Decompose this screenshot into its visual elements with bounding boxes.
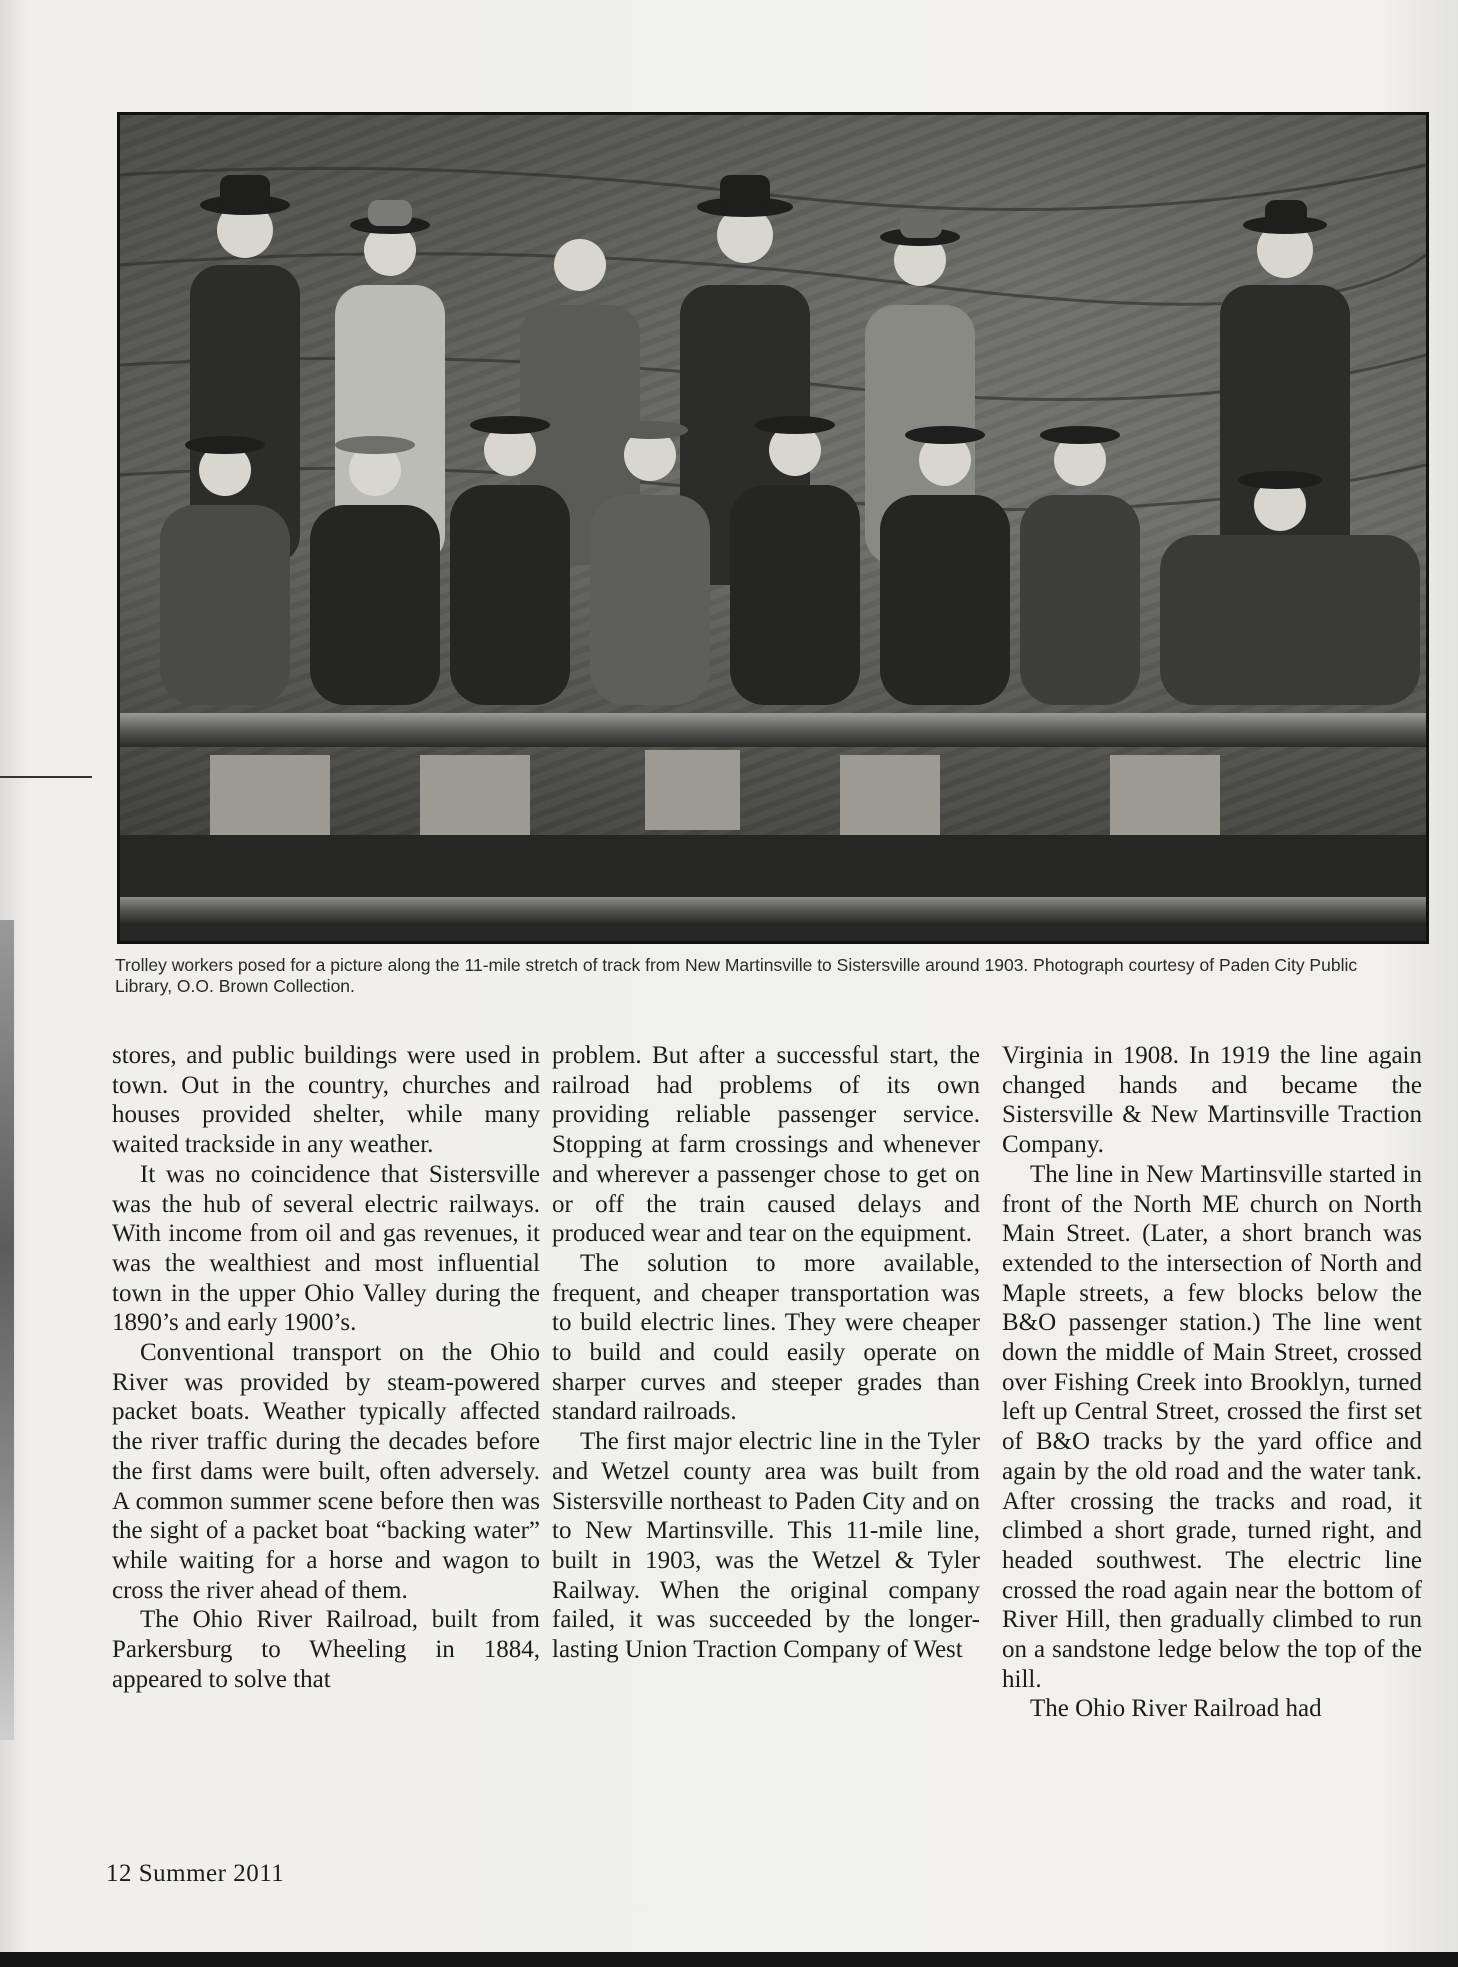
paragraph: The first major electric line in the Tyler and Wetzel county area was built from Sistersville northeast to Paden City and on to New Martinsville. This 11-mile line, built in 1903, was the Wetzel & Tyler Railway. When the original company failed, it was succeeded by the longer-lasting Union Traction Company of West <box>552 1428 980 1664</box>
paragraph: The solution to more available, frequent, and cheaper transportation was to build electric lines. They were cheaper to build and could easily operate on sharper curves and steeper grades than standard railroads. <box>552 1249 980 1426</box>
paragraph: The Ohio River Railroad had <box>1030 1695 1322 1723</box>
text-column-1 <box>112 1041 540 1694</box>
adjacent-page-edge <box>0 920 14 1740</box>
photo-illustration <box>120 115 1426 941</box>
paragraph: Virginia in 1908. In 1919 the line again changed hands and became the Sistersville & New Martinsville Traction Company. <box>1002 1042 1422 1159</box>
paragraph: It was no coincidence that Sistersville was the hub of several electric railways. With income from oil and gas revenues, it was the wealthiest and most influential town in the upper Ohio Valley during the 1890’s and early 1900’s. <box>112 1160 540 1337</box>
text-column-2 <box>552 1041 980 1665</box>
paragraph: The line in New Martinsville started in front of the North ME church on North Main Street. (Later, a short branch was extended to the intersection of North and Maple streets, a few blocks below the B&O passenger station.) The line went down the middle of Main Street, crossed over Fishing Creek into Brooklyn, turned left up Central Street, crossed the first set of B&O tracks by the yard office and again by the old road and the water tank. After crossing the tracks and road, it climbed a short grade, turned right, and headed southwest. The electric line crossed the road again near the bottom of River Hill, then gradually climbed to run on a sandstone ledge below the top of the hill. <box>1002 1160 1422 1693</box>
paragraph: stores, and public buildings were used in town. Out in the country, churches and houses provided shelter, while many waited trackside in any weather. <box>112 1042 540 1159</box>
scan-edge <box>0 1952 1458 1967</box>
page-rule <box>0 776 92 778</box>
historical-photograph <box>117 112 1429 944</box>
paragraph: The Ohio River Railroad, built from Parkersburg to Wheeling in 1884, appeared to solve that <box>112 1606 540 1693</box>
photo-caption: Trolley workers posed for a picture along the 11-mile stretch of track from New Martinsville to Sistersville around 1903. Photograph courtesy of Paden City Public Library, O.O. Brown Collection. <box>115 955 1358 996</box>
paragraph: Conventional transport on the Ohio River was provided by steam-powered packet boats. Weather typically affected the river traffic during the decades before the first dams were built, often adversely. A common summer scene before then was the sight of a packet boat “backing water” while waiting for a horse and wagon to cross the river ahead of them. <box>112 1339 540 1604</box>
paragraph: problem. But after a successful start, the railroad had problems of its own providing reliable passenger service. Stopping at farm crossings and whenever and wherever a passenger chose to get on or off the train caused delays and produced wear and tear on the equipment. <box>552 1042 980 1248</box>
page-folio: 12 Summer 2011 <box>106 1860 285 1887</box>
text-column-3 <box>1002 1041 1422 1724</box>
